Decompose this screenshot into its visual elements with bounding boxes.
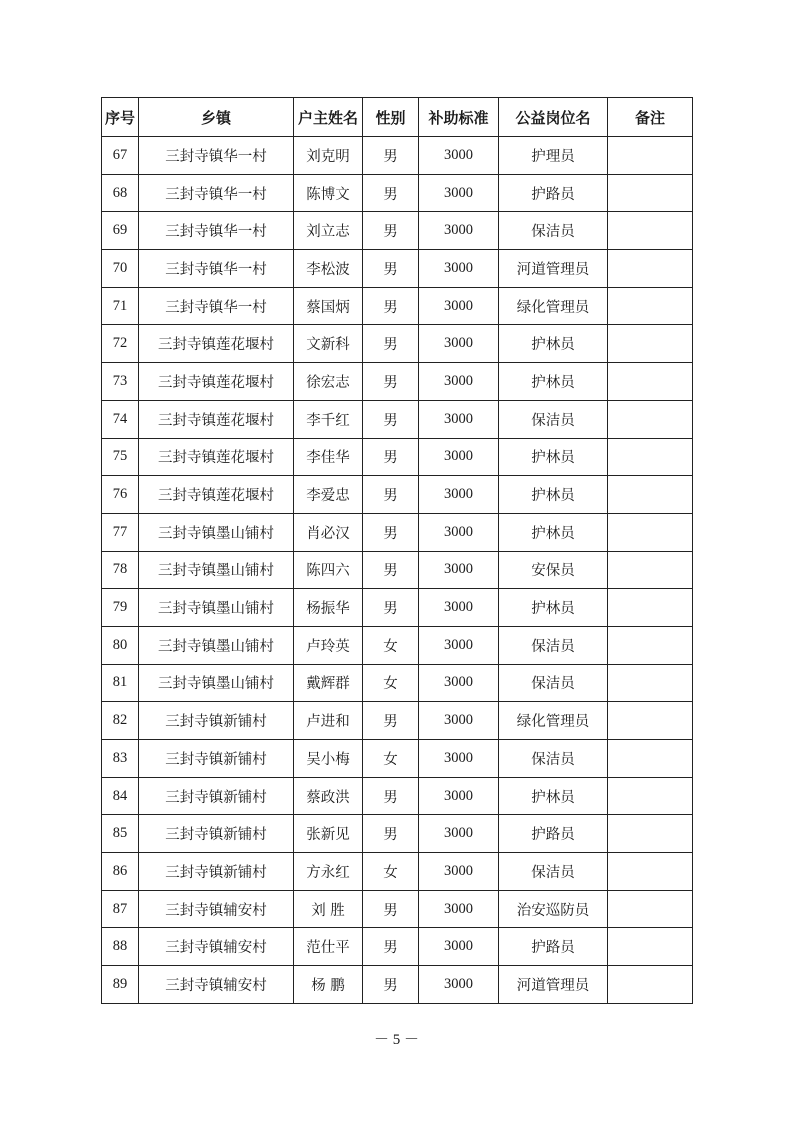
- cell-household-head: 戴辉群: [294, 664, 363, 702]
- cell-subsidy: 3000: [419, 137, 499, 175]
- cell-remark: [608, 513, 693, 551]
- cell-remark: [608, 853, 693, 891]
- cell-gender: 男: [363, 513, 419, 551]
- cell-subsidy: 3000: [419, 777, 499, 815]
- cell-household-head: 卢玲英: [294, 626, 363, 664]
- table-row: [102, 250, 693, 288]
- cell-gender: 男: [363, 890, 419, 928]
- cell-subsidy: 3000: [419, 513, 499, 551]
- cell-post: 保洁员: [499, 740, 608, 778]
- col-header-post: 公益岗位名: [499, 98, 608, 137]
- table-row: [102, 476, 693, 514]
- cell-township: 三封寺镇莲花堰村: [139, 400, 294, 438]
- table-row: [102, 589, 693, 627]
- cell-household-head: 刘 胜: [294, 890, 363, 928]
- cell-post: 河道管理员: [499, 250, 608, 288]
- cell-household-head: 肖必汉: [294, 513, 363, 551]
- cell-township: 三封寺镇新铺村: [139, 740, 294, 778]
- cell-township: 三封寺镇华一村: [139, 212, 294, 250]
- cell-remark: [608, 966, 693, 1004]
- cell-household-head: 李佳华: [294, 438, 363, 476]
- col-header-index: 序号: [102, 98, 139, 137]
- cell-subsidy: 3000: [419, 551, 499, 589]
- cell-post: 治安巡防员: [499, 890, 608, 928]
- cell-subsidy: 3000: [419, 250, 499, 288]
- cell-household-head: 范仕平: [294, 928, 363, 966]
- cell-township: 三封寺镇墨山铺村: [139, 626, 294, 664]
- cell-township: 三封寺镇莲花堰村: [139, 438, 294, 476]
- cell-gender: 男: [363, 966, 419, 1004]
- cell-subsidy: 3000: [419, 815, 499, 853]
- cell-gender: 女: [363, 853, 419, 891]
- cell-subsidy: 3000: [419, 438, 499, 476]
- table-row: [102, 626, 693, 664]
- cell-household-head: 方永红: [294, 853, 363, 891]
- cell-index: 85: [102, 815, 139, 853]
- cell-household-head: 陈博文: [294, 174, 363, 212]
- cell-index: 79: [102, 589, 139, 627]
- cell-post: 护林员: [499, 438, 608, 476]
- cell-township: 三封寺镇墨山铺村: [139, 664, 294, 702]
- cell-township: 三封寺镇莲花堰村: [139, 476, 294, 514]
- cell-index: 86: [102, 853, 139, 891]
- cell-subsidy: 3000: [419, 853, 499, 891]
- cell-index: 70: [102, 250, 139, 288]
- cell-subsidy: 3000: [419, 400, 499, 438]
- cell-post: 护林员: [499, 777, 608, 815]
- cell-remark: [608, 740, 693, 778]
- cell-remark: [608, 890, 693, 928]
- cell-post: 保洁员: [499, 212, 608, 250]
- cell-township: 三封寺镇新铺村: [139, 815, 294, 853]
- table-row: [102, 513, 693, 551]
- cell-index: 87: [102, 890, 139, 928]
- table-row: [102, 664, 693, 702]
- cell-township: 三封寺镇辅安村: [139, 890, 294, 928]
- table-row: [102, 890, 693, 928]
- cell-index: 82: [102, 702, 139, 740]
- cell-township: 三封寺镇墨山铺村: [139, 513, 294, 551]
- cell-remark: [608, 476, 693, 514]
- cell-household-head: 吴小梅: [294, 740, 363, 778]
- cell-subsidy: 3000: [419, 589, 499, 627]
- cell-remark: [608, 137, 693, 175]
- cell-post: 河道管理员: [499, 966, 608, 1004]
- table-row: [102, 287, 693, 325]
- cell-index: 73: [102, 363, 139, 401]
- cell-gender: 男: [363, 589, 419, 627]
- cell-post: 保洁员: [499, 853, 608, 891]
- cell-subsidy: 3000: [419, 363, 499, 401]
- cell-household-head: 陈四六: [294, 551, 363, 589]
- cell-index: 81: [102, 664, 139, 702]
- cell-post: 护理员: [499, 137, 608, 175]
- cell-gender: 女: [363, 626, 419, 664]
- table-row: [102, 815, 693, 853]
- cell-township: 三封寺镇辅安村: [139, 966, 294, 1004]
- col-header-subsidy: 补助标准: [419, 98, 499, 137]
- cell-gender: 男: [363, 287, 419, 325]
- col-header-remark: 备注: [608, 98, 693, 137]
- cell-gender: 女: [363, 664, 419, 702]
- cell-subsidy: 3000: [419, 740, 499, 778]
- table-body: [102, 137, 693, 1004]
- cell-post: 绿化管理员: [499, 287, 608, 325]
- cell-remark: [608, 928, 693, 966]
- table-row: [102, 174, 693, 212]
- cell-index: 78: [102, 551, 139, 589]
- cell-household-head: 张新见: [294, 815, 363, 853]
- cell-remark: [608, 777, 693, 815]
- cell-post: 护林员: [499, 325, 608, 363]
- cell-household-head: 徐宏志: [294, 363, 363, 401]
- cell-post: 保洁员: [499, 626, 608, 664]
- cell-index: 69: [102, 212, 139, 250]
- cell-gender: 男: [363, 250, 419, 288]
- cell-post: 护路员: [499, 815, 608, 853]
- table-row: [102, 212, 693, 250]
- cell-subsidy: 3000: [419, 287, 499, 325]
- cell-household-head: 刘克明: [294, 137, 363, 175]
- cell-post: 护林员: [499, 513, 608, 551]
- table-row: [102, 137, 693, 175]
- cell-post: 保洁员: [499, 664, 608, 702]
- cell-index: 83: [102, 740, 139, 778]
- cell-household-head: 杨 鹏: [294, 966, 363, 1004]
- col-header-gender: 性别: [363, 98, 419, 137]
- cell-gender: 男: [363, 325, 419, 363]
- page-number: － 5 －: [373, 1032, 419, 1048]
- cell-township: 三封寺镇华一村: [139, 250, 294, 288]
- table-row: [102, 438, 693, 476]
- cell-index: 88: [102, 928, 139, 966]
- table-row: [102, 928, 693, 966]
- cell-household-head: 文新科: [294, 325, 363, 363]
- cell-post: 绿化管理员: [499, 702, 608, 740]
- cell-subsidy: 3000: [419, 890, 499, 928]
- cell-township: 三封寺镇墨山铺村: [139, 551, 294, 589]
- cell-township: 三封寺镇墨山铺村: [139, 589, 294, 627]
- cell-post: 护林员: [499, 589, 608, 627]
- table-row: [102, 740, 693, 778]
- cell-remark: [608, 174, 693, 212]
- cell-township: 三封寺镇新铺村: [139, 702, 294, 740]
- cell-household-head: 刘立志: [294, 212, 363, 250]
- col-header-township: 乡镇: [139, 98, 294, 137]
- cell-post: 保洁员: [499, 400, 608, 438]
- cell-township: 三封寺镇华一村: [139, 137, 294, 175]
- cell-remark: [608, 250, 693, 288]
- cell-subsidy: 3000: [419, 626, 499, 664]
- cell-index: 77: [102, 513, 139, 551]
- cell-index: 72: [102, 325, 139, 363]
- cell-household-head: 杨振华: [294, 589, 363, 627]
- cell-index: 74: [102, 400, 139, 438]
- cell-remark: [608, 325, 693, 363]
- cell-gender: 男: [363, 702, 419, 740]
- cell-remark: [608, 212, 693, 250]
- cell-remark: [608, 551, 693, 589]
- cell-subsidy: 3000: [419, 664, 499, 702]
- cell-subsidy: 3000: [419, 476, 499, 514]
- cell-gender: 女: [363, 740, 419, 778]
- cell-gender: 男: [363, 363, 419, 401]
- cell-subsidy: 3000: [419, 212, 499, 250]
- cell-household-head: 李松波: [294, 250, 363, 288]
- cell-index: 68: [102, 174, 139, 212]
- cell-subsidy: 3000: [419, 928, 499, 966]
- cell-gender: 男: [363, 476, 419, 514]
- cell-household-head: 蔡政洪: [294, 777, 363, 815]
- cell-township: 三封寺镇华一村: [139, 174, 294, 212]
- table-row: [102, 702, 693, 740]
- cell-gender: 男: [363, 815, 419, 853]
- cell-gender: 男: [363, 777, 419, 815]
- cell-remark: [608, 400, 693, 438]
- table-header-row: [102, 98, 693, 137]
- table-row: [102, 777, 693, 815]
- cell-remark: [608, 287, 693, 325]
- cell-remark: [608, 438, 693, 476]
- cell-township: 三封寺镇辅安村: [139, 928, 294, 966]
- cell-post: 护路员: [499, 928, 608, 966]
- cell-index: 76: [102, 476, 139, 514]
- cell-subsidy: 3000: [419, 966, 499, 1004]
- cell-gender: 男: [363, 551, 419, 589]
- cell-subsidy: 3000: [419, 174, 499, 212]
- cell-household-head: 蔡国炳: [294, 287, 363, 325]
- cell-gender: 男: [363, 212, 419, 250]
- cell-remark: [608, 815, 693, 853]
- cell-gender: 男: [363, 438, 419, 476]
- beneficiary-table: [101, 97, 693, 1004]
- cell-post: 护林员: [499, 476, 608, 514]
- cell-remark: [608, 702, 693, 740]
- cell-household-head: 卢进和: [294, 702, 363, 740]
- cell-household-head: 李爱忠: [294, 476, 363, 514]
- cell-township: 三封寺镇莲花堰村: [139, 325, 294, 363]
- table-row: [102, 966, 693, 1004]
- cell-index: 67: [102, 137, 139, 175]
- table-row: [102, 853, 693, 891]
- table-row: [102, 551, 693, 589]
- cell-gender: 男: [363, 928, 419, 966]
- cell-remark: [608, 589, 693, 627]
- table-row: [102, 363, 693, 401]
- cell-remark: [608, 626, 693, 664]
- cell-township: 三封寺镇莲花堰村: [139, 363, 294, 401]
- cell-gender: 男: [363, 400, 419, 438]
- cell-subsidy: 3000: [419, 702, 499, 740]
- cell-gender: 男: [363, 174, 419, 212]
- cell-household-head: 李千红: [294, 400, 363, 438]
- cell-subsidy: 3000: [419, 325, 499, 363]
- col-header-household-head: 户主姓名: [294, 98, 363, 137]
- cell-index: 80: [102, 626, 139, 664]
- cell-township: 三封寺镇新铺村: [139, 777, 294, 815]
- cell-post: 安保员: [499, 551, 608, 589]
- cell-remark: [608, 664, 693, 702]
- cell-index: 75: [102, 438, 139, 476]
- cell-post: 护路员: [499, 174, 608, 212]
- table-row: [102, 400, 693, 438]
- cell-township: 三封寺镇华一村: [139, 287, 294, 325]
- table-row: [102, 325, 693, 363]
- cell-index: 84: [102, 777, 139, 815]
- cell-index: 71: [102, 287, 139, 325]
- cell-index: 89: [102, 966, 139, 1004]
- cell-gender: 男: [363, 137, 419, 175]
- cell-remark: [608, 363, 693, 401]
- cell-township: 三封寺镇新铺村: [139, 853, 294, 891]
- cell-post: 护林员: [499, 363, 608, 401]
